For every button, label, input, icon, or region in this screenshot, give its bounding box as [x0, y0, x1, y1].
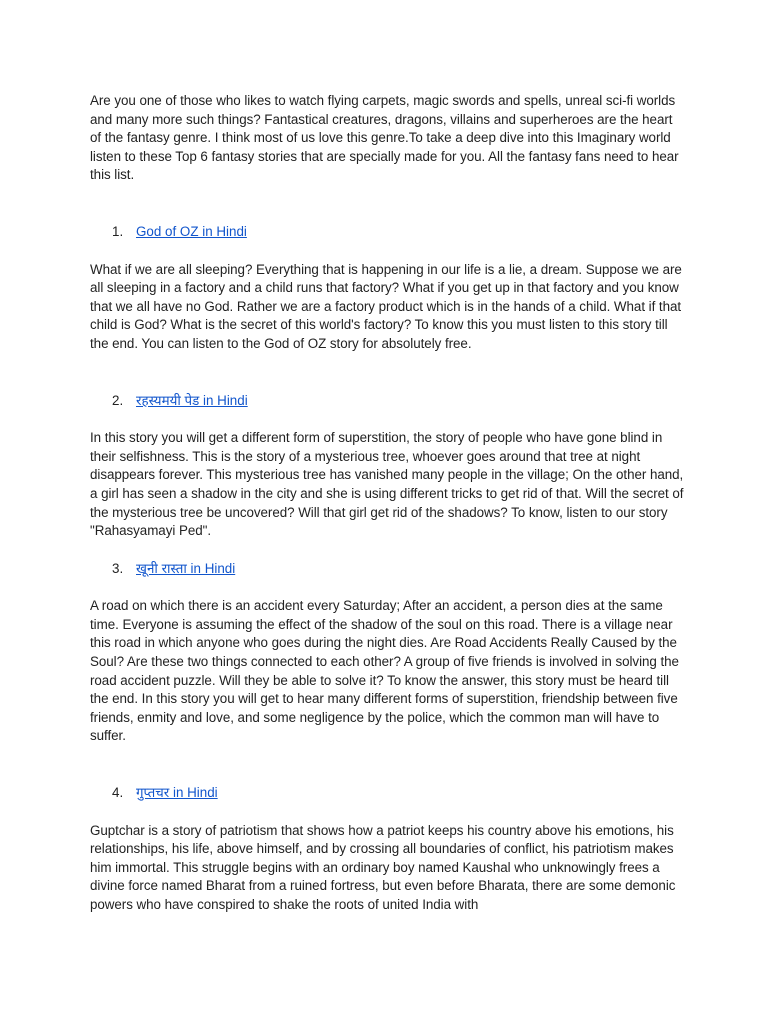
list-item-2 [90, 392, 686, 411]
list-number: 1. [112, 223, 124, 239]
intro-paragraph: Are you one of those who likes to watch flying carpets, magic swords and spells, unreal sci-fi worlds and many more such things? Fantastical creatures, dragons, villains and superheroes are the heart of the fantasy genre. I think most of us love this genre.To take a deep dive into this Imaginary world listen to these Top 6 fantasy stories that are specially made for you. All the fantasy fans need to hear this list. [90, 93, 679, 183]
list-number: 4. [112, 785, 124, 801]
story-description-3: A road on which there is an accident every Saturday; After an accident, a person dies at the same time. Everyone is assuming the effect of the shadow of the soul on this road. There is a village near this road in which anyone who goes during the night dies. Are Road Accidents Really Caused by the Soul? Are these two things connected to each other? A group of five friends is involved in solving the road accident puzzle. Will they be able to solve it? To know the answer, this story must be heard till the end. In this story you will get to hear many different forms of superstition, friendship between five friends, enmity and love, and some negligence by the police, which the common man will have to suffer. [90, 598, 679, 744]
story-link-god-of-oz[interactable]: God of OZ in Hindi [136, 223, 247, 239]
story-description-4: Guptchar is a story of patriotism that shows how a patriot keeps his country above his emotions, his relationships, his life, above himself, and by crossing all boundaries of conflict, his patriotism makes him immortal. This struggle begins with an ordinary boy named Kaushal who unknowingly frees a divine force named Bharat from a ruined fortress, but even before Bharata, there are some demonic powers who have conspired to shake the roots of united India with [90, 822, 676, 912]
list-number: 2. [112, 392, 124, 408]
list-item-4 [90, 784, 686, 803]
list-number: 3. [112, 560, 124, 576]
list-item-3 [90, 560, 686, 579]
story-link-rahasyamayi-ped[interactable]: रहस्यमयी पेड in Hindi [136, 392, 248, 408]
story-link-guptchar[interactable]: गुप्तचर in Hindi [136, 785, 218, 801]
story-description-1: What if we are all sleeping? Everything that is happening in our life is a lie, a dream. Suppose we are all sleeping in a factory and a child runs that factory? What if you get up in that factory and you know that we all have no God. Rather we are a factory product which is in the hands of a child. What if that child is God? What is the secret of this world's factory? To know this you must listen to this story till the end. You can listen to the God of OZ story for absolutely free. [90, 261, 682, 351]
story-link-khooni-rasta[interactable]: खूनी रास्ता in Hindi [136, 560, 236, 576]
story-description-2: In this story you will get a different form of superstition, the story of people who have gone blind in their selfishness. This is the story of a mysterious tree, whoever goes around that tree at night disappears forever. This mysterious tree has vanished many people in the village; On the other hand, a girl has seen a shadow in the city and she is using different tricks to get rid of that. Will the secret of the mysterious tree be uncovered? Will that girl get rid of the shadows? To know, listen to our story "Rahasyamayi Ped". [90, 430, 684, 539]
list-item-1 [90, 223, 686, 242]
document-page [90, 92, 686, 915]
